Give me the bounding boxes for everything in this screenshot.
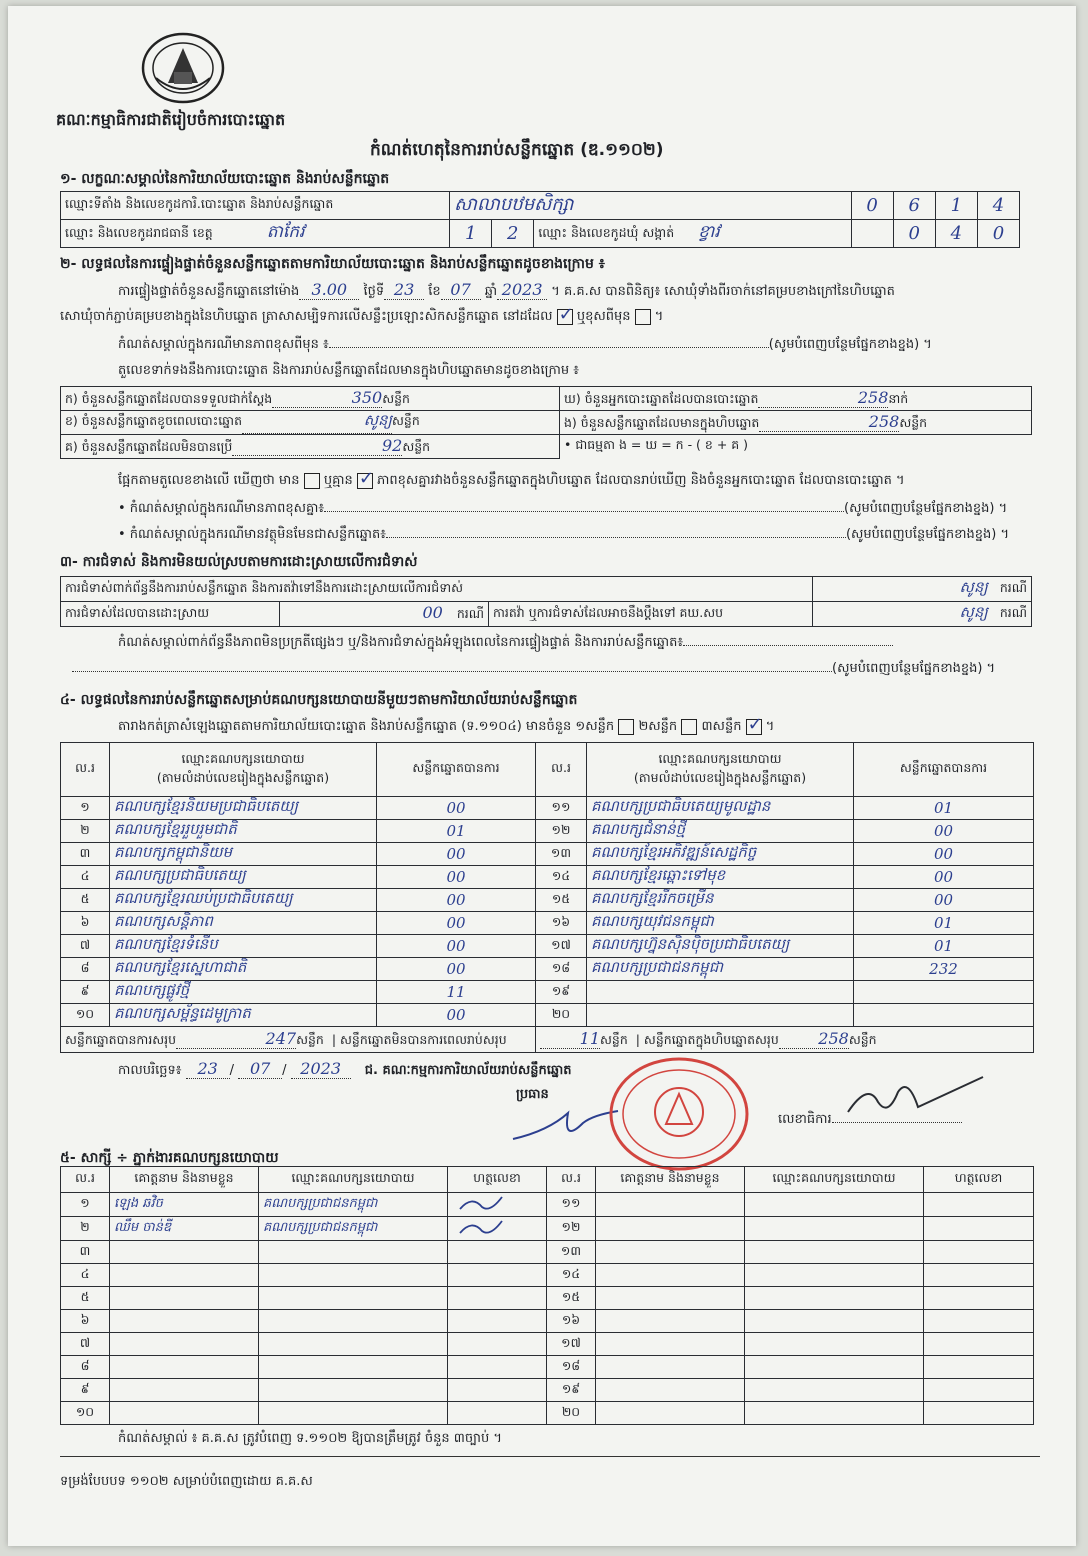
- party-name: គណបក្សយុវជនកម្ពុជា: [587, 912, 854, 935]
- table-row: [61, 820, 1034, 843]
- col-name: គោត្តនាម និងនាមខ្លួន: [596, 1167, 745, 1193]
- party-no: ៩: [61, 981, 110, 1004]
- party-name: [587, 1004, 854, 1027]
- witness-no: ១១: [547, 1193, 596, 1217]
- resolved-count: 00: [422, 603, 443, 622]
- witness-signature: [924, 1402, 1034, 1425]
- party-name: គណបក្សហ្វ៊ុនស៊ិនប៉ិចប្រជាធិបតេយ្យ: [587, 935, 854, 958]
- witness-party: [259, 1264, 448, 1287]
- party-votes: 01: [377, 820, 536, 843]
- witness-signature: [448, 1193, 547, 1217]
- spoiled-ballots-cell: ខ) ចំនួនសន្លឹកឆ្នោតខូចពេលបោះឆ្នោត សូន្យសន្លឹក: [61, 411, 560, 435]
- same-checkbox: [557, 309, 573, 325]
- witness-party: [745, 1241, 924, 1264]
- commune-code-digit: 0: [893, 220, 935, 248]
- witness-no: ៣: [61, 1241, 110, 1264]
- witness-name: [596, 1402, 745, 1425]
- org-name: គណៈកម្មាធិការជាតិរៀបចំការបោះឆ្នោត: [56, 110, 286, 129]
- party-votes: 00: [377, 1004, 536, 1027]
- ballots-in-box-value: 258: [759, 412, 899, 432]
- party-votes: 01: [854, 797, 1034, 820]
- party-no: ៣: [61, 843, 110, 866]
- party-results-table: [60, 742, 1034, 1053]
- footer-form-note: ទម្រង់បែបបទ ១១០២ សម្រាប់បំពេញដោយ គ.គ.ស: [60, 1474, 313, 1489]
- witness-signature: [924, 1333, 1034, 1356]
- witness-party: [745, 1379, 924, 1402]
- col-signature: ហត្ថលេខា: [448, 1167, 547, 1193]
- party-no: ១២: [536, 820, 587, 843]
- col-no: ល.រ: [536, 743, 587, 797]
- table-row: [61, 1333, 1034, 1356]
- witness-name: [110, 1310, 259, 1333]
- province-code-digit: 1: [450, 220, 492, 248]
- witness-signature: [924, 1310, 1034, 1333]
- witness-signature: [924, 1241, 1034, 1264]
- party-no: ២០: [536, 1004, 587, 1027]
- table-row: [61, 1241, 1034, 1264]
- col-no: ល.រ: [61, 743, 110, 797]
- section5-heading: ៥- សាក្សី ÷ ភ្នាក់ងារគណបក្សនយោបាយ: [60, 1150, 279, 1166]
- table-row: [61, 1004, 1034, 1027]
- col-party: ឈ្មោះគណបក្សនយោបាយ: [745, 1167, 924, 1193]
- appeal-label: ការតវ៉ា ឬការជំទាស់ដែលអាចនឹងប្តឹងទៅ គឃ.សប: [489, 602, 813, 627]
- table-row: [61, 843, 1034, 866]
- witness-no: ១: [61, 1193, 110, 1217]
- unused-ballots-value: 92: [232, 436, 402, 456]
- witness-no: ៨: [61, 1356, 110, 1379]
- voters-cell: ឃ) ចំនួនអ្នកបោះឆ្នោតដែលបានបោះឆ្នោត 258នាក់: [560, 387, 1032, 411]
- figures-intro: តួលេខទាក់ទងនឹងការបោះឆ្នោត និងការរាប់សន្លឹកឆ្នោតដែលមានក្នុងហិបឆ្នោតមានដូចខាងក្រោម ៖: [118, 363, 579, 378]
- invalid-total-value: 11: [540, 1029, 600, 1049]
- witness-name: [110, 1333, 259, 1356]
- party-votes: 232: [854, 958, 1034, 981]
- witness-name: [596, 1264, 745, 1287]
- party-name: គណបក្សផ្លូវថ្មី: [110, 981, 377, 1004]
- witness-no: ១៨: [547, 1356, 596, 1379]
- party-votes: [854, 1004, 1034, 1027]
- difference-note: • កំណត់សម្គាល់ក្នុងករណីមានភាពខុសគ្នា៖ (សូមបំពេញបន្ថែមផ្នែកខាងខ្នង) ។: [118, 501, 1008, 516]
- witness-signature: [448, 1264, 547, 1287]
- party-votes: 00: [377, 958, 536, 981]
- table-row: [61, 1217, 1034, 1241]
- difference-note-line: កំណត់សម្គាល់ក្នុងករណីមានភាពខុសពីមុន ៖ (សូមបំពេញបន្ថែមផ្នែកខាងខ្នង) ។: [118, 337, 932, 352]
- witness-no: ១០: [61, 1402, 110, 1425]
- table-row: [61, 889, 1034, 912]
- witness-table: [60, 1166, 1034, 1425]
- party-name: គណបក្សខ្មែរស្នេហាជាតិ: [110, 958, 377, 981]
- table-row: [61, 1310, 1034, 1333]
- formula: • ជាធម្មតា ង = ឃ = ក - ( ខ + គ ): [560, 435, 1032, 459]
- party-votes: 00: [377, 935, 536, 958]
- witness-name: [110, 1264, 259, 1287]
- witness-name: ឡេង ឆវិច: [110, 1193, 259, 1217]
- province-code-digit: 2: [492, 220, 534, 248]
- table-row: [61, 912, 1034, 935]
- witness-signature: [448, 1217, 547, 1241]
- party-name: គណបក្សខ្មែររួបរួមជាតិ: [110, 820, 377, 843]
- party-name: គណបក្សជំនាន់ថ្មី: [587, 820, 854, 843]
- party-votes: 00: [377, 889, 536, 912]
- section1-heading: ១- លក្ខណៈសម្គាល់នៃការិយាល័យបោះឆ្នោត និងរាប់សន្លឹកឆ្នោត: [60, 171, 390, 187]
- witness-no: ៧: [61, 1333, 110, 1356]
- table-row: [61, 1379, 1034, 1402]
- complaints-count-cell: សូន្យ ករណី: [813, 577, 1032, 602]
- witness-signature: [924, 1264, 1034, 1287]
- party-name: គណបក្សខ្មែរអភិវឌ្ឍន៍សេដ្ឋកិច្ច: [587, 843, 854, 866]
- witness-party: [745, 1264, 924, 1287]
- table-row: [61, 797, 1034, 820]
- inbox-total-value: 258: [779, 1029, 849, 1049]
- secretary-signature-icon: [838, 1072, 988, 1122]
- complaints-count: សូន្យ: [959, 578, 988, 596]
- table-row: [61, 1287, 1034, 1310]
- verification-time: 3.00: [299, 280, 359, 300]
- party-name: គណបក្សខ្មែរទំនើប: [110, 935, 377, 958]
- party-no: ១៧: [536, 935, 587, 958]
- party-name: គណបក្សសន្តិភាព: [110, 912, 377, 935]
- witness-signature: [448, 1379, 547, 1402]
- witness-no: ១៩: [547, 1379, 596, 1402]
- witness-party: [745, 1310, 924, 1333]
- witness-signature: [924, 1287, 1034, 1310]
- party-name: [587, 981, 854, 1004]
- location-code-digit: 1: [935, 192, 977, 220]
- party-no: ៤: [61, 866, 110, 889]
- witness-signature: [448, 1402, 547, 1425]
- party-no: ១៩: [536, 981, 587, 1004]
- party-no: ១៥: [536, 889, 587, 912]
- witness-no: ១៧: [547, 1333, 596, 1356]
- nec-emblem-icon: [138, 28, 228, 106]
- verification-month: 07: [441, 280, 481, 300]
- secretary-line: លេខាធិការ: [778, 1111, 962, 1130]
- party-no: ១០: [61, 1004, 110, 1027]
- resolved-count-cell: 00 ករណី: [280, 602, 489, 627]
- location-value: សាលាបឋមសិក្សា: [450, 192, 851, 220]
- table-row: [61, 1402, 1034, 1425]
- commune-value: ខ្វាវ: [698, 222, 720, 242]
- table-row: [61, 958, 1034, 981]
- witness-name: [110, 1287, 259, 1310]
- discrepancy-line: ផ្អែកតាមតួលេខខាងលើ ឃើញថា មាន ឬគ្មាន ✓ ភាពខុសគ្នារវាងចំនួនសន្លឹកឆ្នោតក្នុងហិបឆ្នោត ដែលបានរាប់ឃើញ និងចំនួនអ្នកបោះឆ្នោត ដែលបានបោះឆ្នោត ។: [118, 472, 905, 491]
- table-row: [61, 935, 1034, 958]
- section2-heading: ២- លទ្ធផលនៃការផ្ទៀងផ្ទាត់ចំនួនសន្លឹកឆ្នោតតាមការិយាល័យបោះឆ្នោត និងរាប់សន្លឹកឆ្នោតដូចខាងក្រោម ៖: [60, 256, 605, 272]
- witness-signature: [924, 1193, 1034, 1217]
- witness-signature: [924, 1379, 1034, 1402]
- table-row: [61, 1264, 1034, 1287]
- party-no: ១១: [536, 797, 587, 820]
- verification-line-2: សោឃុំចាក់ភ្ជាប់គម្របខាងក្នុងនៃហិបឆ្នោត ត្រាសាសម្បិទការលើសន្លឹះប្រឡោះសិកសន្លឹកឆ្នោត នៅដដែល ✓ ឬខុសពីមុន ។: [60, 308, 663, 327]
- col-votes: សន្លឹកឆ្នោតបានការ: [854, 743, 1034, 797]
- witness-no: ១៣: [547, 1241, 596, 1264]
- witness-name: [596, 1310, 745, 1333]
- witness-name: [596, 1287, 745, 1310]
- chairman-label: ប្រធាន: [516, 1087, 549, 1102]
- unused-ballots-cell: គ) ចំនួនសន្លឹកឆ្នោតដែលមិនបានប្រើ 92សន្លឹក: [61, 435, 560, 459]
- witness-signature: [448, 1287, 547, 1310]
- location-code-digit: 4: [977, 192, 1019, 220]
- witness-name: [596, 1356, 745, 1379]
- table-row: [61, 981, 1034, 1004]
- tally-sheet-count: តារាងកត់ត្រាសំឡេងឆ្នោតតាមការិយាល័យបោះឆ្នោត និងរាប់សន្លឹកឆ្នោត (ទ.១១០៤) មានចំនួន ១សន្លឹក ២សន្លឹក ៣សន្លឹក ✓ ។: [118, 718, 774, 737]
- witness-no: ៦: [61, 1310, 110, 1333]
- witness-no: ៩: [61, 1379, 110, 1402]
- witness-no: ១៥: [547, 1287, 596, 1310]
- party-votes: 01: [854, 935, 1034, 958]
- party-votes: 00: [377, 912, 536, 935]
- party-no: ១: [61, 797, 110, 820]
- party-name: គណបក្សខ្មែរឆ្ពោះទៅមុខ: [587, 866, 854, 889]
- three-sheets-checkbox: [746, 719, 762, 735]
- location-code-digit: 0: [851, 192, 893, 220]
- party-votes: 01: [854, 912, 1034, 935]
- party-no: ៨: [61, 958, 110, 981]
- province-value: តាកែវ: [266, 222, 305, 242]
- location-table: [60, 191, 1020, 248]
- province-label: ឈ្មោះ និងលេខកូដរាជធានី ខេត្ត តាកែវ: [61, 220, 450, 248]
- party-no: ២: [61, 820, 110, 843]
- witness-name: [596, 1193, 745, 1217]
- party-votes: 11: [377, 981, 536, 1004]
- has-difference-checkbox: [304, 473, 320, 489]
- col-party: ឈ្មោះគណបក្សនយោបាយ (តាមលំដាប់លេខរៀងក្នុងសន្លឹកឆ្នោត): [587, 743, 854, 797]
- party-no: ១៨: [536, 958, 587, 981]
- commune-code-digit: 4: [935, 220, 977, 248]
- witness-signature: [924, 1356, 1034, 1379]
- witness-no: ២០: [547, 1402, 596, 1425]
- ballot-figures-table: [60, 386, 1032, 459]
- complaints-table: [60, 576, 1032, 627]
- party-votes: 00: [854, 843, 1034, 866]
- witness-name: [110, 1402, 259, 1425]
- party-no: ៥: [61, 889, 110, 912]
- party-name: គណបក្សខ្មែរឈប់ប្រជាធិបតេយ្យ: [110, 889, 377, 912]
- two-sheets-checkbox: [681, 719, 697, 735]
- witness-no: ២: [61, 1217, 110, 1241]
- spoiled-ballots-value: សូន្យ: [242, 411, 392, 434]
- form-title: កំណត់ហេតុនៃការរាប់សន្លឹកឆ្នោត (ឌ.១១០២): [370, 140, 664, 160]
- verification-day: 23: [384, 280, 424, 300]
- col-name: គោត្តនាម និងនាមខ្លួន: [110, 1167, 259, 1193]
- col-no: ល.រ: [61, 1167, 110, 1193]
- col-no: ល.រ: [547, 1167, 596, 1193]
- invalid-and-inbox-cell: 11សន្លឹក | សន្លឹកឆ្នោតក្នុងហិបឆ្នោតសរុប 258សន្លឹក: [536, 1027, 1034, 1053]
- appeal-count-cell: សូន្យ ករណី: [813, 602, 1032, 627]
- witness-signature-icon: [452, 1193, 512, 1213]
- verification-year: 2023: [497, 280, 547, 300]
- party-name: គណបក្សប្រជាធិបតេយ្យ: [110, 866, 377, 889]
- commune-cell: ឈ្មោះ និងលេខកូដឃុំ សង្កាត់ ខ្វាវ: [534, 220, 851, 248]
- party-votes: [854, 981, 1034, 1004]
- location-code-digit: 6: [893, 192, 935, 220]
- one-sheet-checkbox: [618, 719, 634, 735]
- witness-party: [745, 1333, 924, 1356]
- party-no: ៧: [61, 935, 110, 958]
- witness-party: [745, 1402, 924, 1425]
- party-votes: 00: [854, 866, 1034, 889]
- voters-value: 258: [758, 388, 888, 408]
- witness-party: [745, 1287, 924, 1310]
- party-name: គណបក្សសម្ព័ន្ធដេមូក្រាត: [110, 1004, 377, 1027]
- received-ballots-value: 350: [272, 388, 382, 408]
- party-votes: 00: [854, 889, 1034, 912]
- party-no: ១៤: [536, 866, 587, 889]
- witness-party: គណបក្សប្រជាជនកម្ពុជា: [259, 1217, 448, 1241]
- ballots-in-box-cell: ង) ចំនួនសន្លឹកឆ្នោតដែលមានក្នុងហិបឆ្នោត 258សន្លឹក: [560, 411, 1032, 435]
- section4-heading: ៤- លទ្ធផលនៃការរាប់សន្លឹកឆ្នោតសម្រាប់គណបក្សនយោបាយនីមួយៗតាមការិយាល័យរាប់សន្លឹកឆ្នោត: [60, 692, 578, 708]
- witness-name: [110, 1241, 259, 1264]
- received-ballots-cell: ក) ចំនួនសន្លឹកឆ្នោតដែលបានទទួលជាក់ស្តែង 350សន្លឹក: [61, 387, 560, 411]
- irregularities-fill: (សូមបំពេញបន្ថែមផ្នែកខាងខ្នង) ។: [72, 660, 1032, 679]
- party-no: ៦: [61, 912, 110, 935]
- col-party: ឈ្មោះគណបក្សនយោបាយ: [259, 1167, 448, 1193]
- party-no: ១៣: [536, 843, 587, 866]
- irregularities-note: កំណត់សម្គាល់ពាក់ព័ន្ធនឹងភាពមិនប្រក្រតីផ្សេងៗ ឬ/និងការជំទាស់ក្នុងអំឡុងពេលនៃការផ្ទៀងផ្ទាត់ និងការរាប់សន្លឹកឆ្នោត៖: [118, 634, 893, 653]
- document-page: [8, 6, 1076, 1546]
- party-name: គណបក្សខ្មែររីកចម្រើន: [587, 889, 854, 912]
- witness-party: [259, 1379, 448, 1402]
- witness-party: [745, 1193, 924, 1217]
- party-name: គណបក្សប្រជាជនកម្ពុជា: [587, 958, 854, 981]
- party-name: គណបក្សខ្មែរនិយមប្រជាធិបតេយ្យ: [110, 797, 377, 820]
- witness-no: ៥: [61, 1287, 110, 1310]
- party-name: គណបក្សកម្ពុជានិយម: [110, 843, 377, 866]
- signing-date: កាលបរិច្ឆេទ៖ 23 / 07 / 2023 ជ. គណៈកម្មការការិយាល័យរាប់សន្លឹកឆ្នោត: [118, 1059, 572, 1078]
- witness-name: [596, 1379, 745, 1402]
- witness-note: កំណត់សម្គាល់ ៖ គ.គ.ស ត្រូវបំពេញ ទ.១១០២ ឱ្យបានត្រឹមត្រូវ ចំនួន ៣ច្បាប់ ។: [118, 1431, 502, 1446]
- witness-name: [596, 1217, 745, 1241]
- table-row: [61, 866, 1034, 889]
- col-votes: សន្លឹកឆ្នោតបានការ: [377, 743, 536, 797]
- valid-total-cell: សន្លឹកឆ្នោតបានការសរុប 247សន្លឹក | សន្លឹកឆ្នោតមិនបានការពេលរាប់សរុប: [61, 1027, 536, 1053]
- party-votes: 00: [377, 866, 536, 889]
- witness-name: [110, 1356, 259, 1379]
- witness-party: [259, 1333, 448, 1356]
- witness-name: [596, 1241, 745, 1264]
- location-label: ឈ្មោះទីតាំង និងលេខកូដការិ.បោះឆ្នោត និងរាប់សន្លឹកឆ្នោត: [61, 192, 450, 220]
- valid-total-value: 247: [176, 1029, 296, 1049]
- witness-no: ១៤: [547, 1264, 596, 1287]
- witness-name: ឈឹម ចាន់ឌី: [110, 1217, 259, 1241]
- table-row: [61, 1356, 1034, 1379]
- resolved-label: ការជំទាស់ដែលបានដោះស្រាយ: [61, 602, 280, 627]
- table-row: [61, 1193, 1034, 1217]
- witness-party: [259, 1287, 448, 1310]
- witness-signature-icon: [452, 1217, 512, 1237]
- witness-party: [259, 1310, 448, 1333]
- party-votes: 00: [377, 797, 536, 820]
- witness-party: [259, 1402, 448, 1425]
- witness-no: ១៦: [547, 1310, 596, 1333]
- party-no: ១៦: [536, 912, 587, 935]
- witness-party: [259, 1356, 448, 1379]
- witness-signature: [448, 1356, 547, 1379]
- witness-signature: [448, 1241, 547, 1264]
- section3-heading: ៣- ការជំទាស់ និងការមិនយល់ស្របតាមការដោះស្រាយលើការជំទាស់: [60, 554, 418, 570]
- no-difference-checkbox: [357, 473, 373, 489]
- complaints-label: ការជំទាស់ពាក់ព័ន្ធនឹងការរាប់សន្លឹកឆ្នោត និងការតវ៉ាទៅនឹងការដោះស្រាយលើការជំទាស់: [61, 577, 813, 602]
- witness-name: [596, 1333, 745, 1356]
- witness-party: [745, 1356, 924, 1379]
- verification-line-1: ការផ្ទៀងផ្ទាត់ចំនួនសន្លឹកឆ្នោតនៅម៉ោង 3.00 ថ្ងៃទី 23 ខែ 07 ឆ្នាំ 2023 ។ គ.គ.ស បានពិនិត្យ៖ សោឃុំទាំងពីរចាក់នៅគម្របខាងក្រៅនៃហិបឆ្នោត: [118, 280, 895, 299]
- witness-party: [259, 1241, 448, 1264]
- appeal-count: សូន្យ: [959, 603, 988, 621]
- foreign-object-note: • កំណត់សម្គាល់ក្នុងករណីមានវត្ថុមិនមែនជាសន្លឹកឆ្នោត៖ (សូមបំពេញបន្ថែមផ្នែកខាងខ្នង) ។: [118, 527, 1010, 542]
- col-party: ឈ្មោះគណបក្សនយោបាយ (តាមលំដាប់លេខរៀងក្នុងសន្លឹកឆ្នោត): [110, 743, 377, 797]
- witness-no: ១២: [547, 1217, 596, 1241]
- col-signature: ហត្ថលេខា: [924, 1167, 1034, 1193]
- witness-party: គណបក្សប្រជាជនកម្ពុជា: [259, 1193, 448, 1217]
- witness-no: ៤: [61, 1264, 110, 1287]
- official-seal-icon: [604, 1054, 754, 1174]
- different-checkbox: [635, 309, 651, 325]
- witness-name: [110, 1379, 259, 1402]
- party-name: គណបក្សប្រជាធិបតេយ្យមូលដ្ឋាន: [587, 797, 854, 820]
- witness-signature: [924, 1217, 1034, 1241]
- witness-party: [745, 1217, 924, 1241]
- party-votes: 00: [854, 820, 1034, 843]
- witness-signature: [448, 1310, 547, 1333]
- commune-code-digit: 0: [977, 220, 1019, 248]
- party-votes: 00: [377, 843, 536, 866]
- witness-signature: [448, 1333, 547, 1356]
